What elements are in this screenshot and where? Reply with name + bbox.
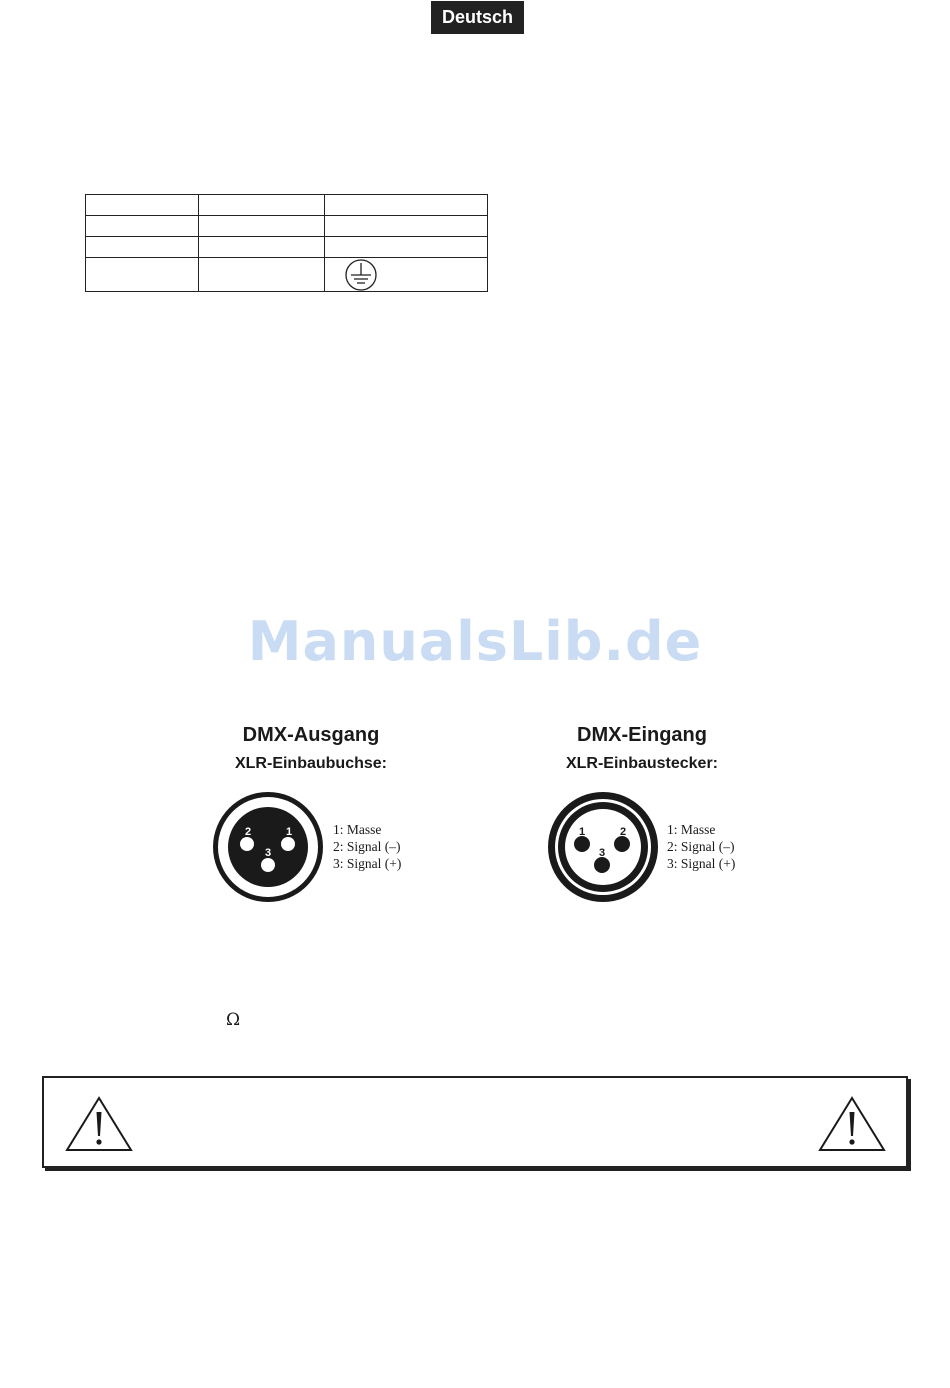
dmx-input-pin-legend: [667, 821, 735, 872]
table-row: [86, 216, 488, 237]
warning-triangle-icon: [64, 1095, 134, 1153]
pin-label: 1: [578, 826, 586, 838]
table-cell: [86, 237, 199, 258]
table-row: [86, 258, 488, 292]
table-row: [86, 237, 488, 258]
pin-label: 1: [285, 826, 293, 838]
table-cell: [325, 216, 488, 237]
dmx-output-subtitle: XLR-Einbaubuchse:: [234, 755, 387, 772]
pin-legend-item: 1: Masse: [667, 822, 716, 837]
cable-wiring-table: [85, 194, 488, 292]
pin-legend-item: 2: Signal (–): [333, 839, 401, 854]
table-cell: [199, 237, 325, 258]
table-cell: [199, 195, 325, 216]
table-row: [86, 195, 488, 216]
xlr-male-plug-diagram: [545, 790, 661, 906]
pin-legend-item: 2: Signal (–): [667, 839, 735, 854]
table-cell: [199, 258, 325, 292]
pin-label: 3: [598, 847, 606, 859]
pin-legend-item: 1: Masse: [333, 822, 382, 837]
ground-symbol-icon: [343, 258, 383, 291]
xlr-female-socket-diagram: [209, 790, 327, 906]
ohm-symbol: Ω: [226, 1010, 241, 1030]
dmx-input-section: [477, 722, 807, 774]
warning-box: [42, 1076, 908, 1168]
table-cell: [325, 237, 488, 258]
warning-triangle-icon: [817, 1095, 887, 1153]
dmx-output-title: DMX-Ausgang: [242, 724, 380, 746]
pin-label: 2: [619, 826, 627, 838]
dmx-output-section: [146, 722, 476, 774]
pin-label: 2: [244, 826, 252, 838]
dmx-output-pin-legend: [333, 821, 401, 872]
watermark: ManualsLib.de: [247, 610, 703, 673]
pin-label: 3: [264, 847, 272, 859]
table-cell: [86, 216, 199, 237]
dmx-input-subtitle: XLR-Einbaustecker:: [565, 755, 719, 772]
table-cell: [86, 258, 199, 292]
table-cell: [199, 216, 325, 237]
table-cell: [325, 195, 488, 216]
pin-legend-item: 3: Signal (+): [667, 856, 736, 871]
language-badge: Deutsch: [431, 1, 524, 34]
table-cell: [86, 195, 199, 216]
pin-legend-item: 3: Signal (+): [333, 856, 402, 871]
table-cell: [325, 258, 488, 292]
dmx-input-title: DMX-Eingang: [577, 724, 707, 746]
